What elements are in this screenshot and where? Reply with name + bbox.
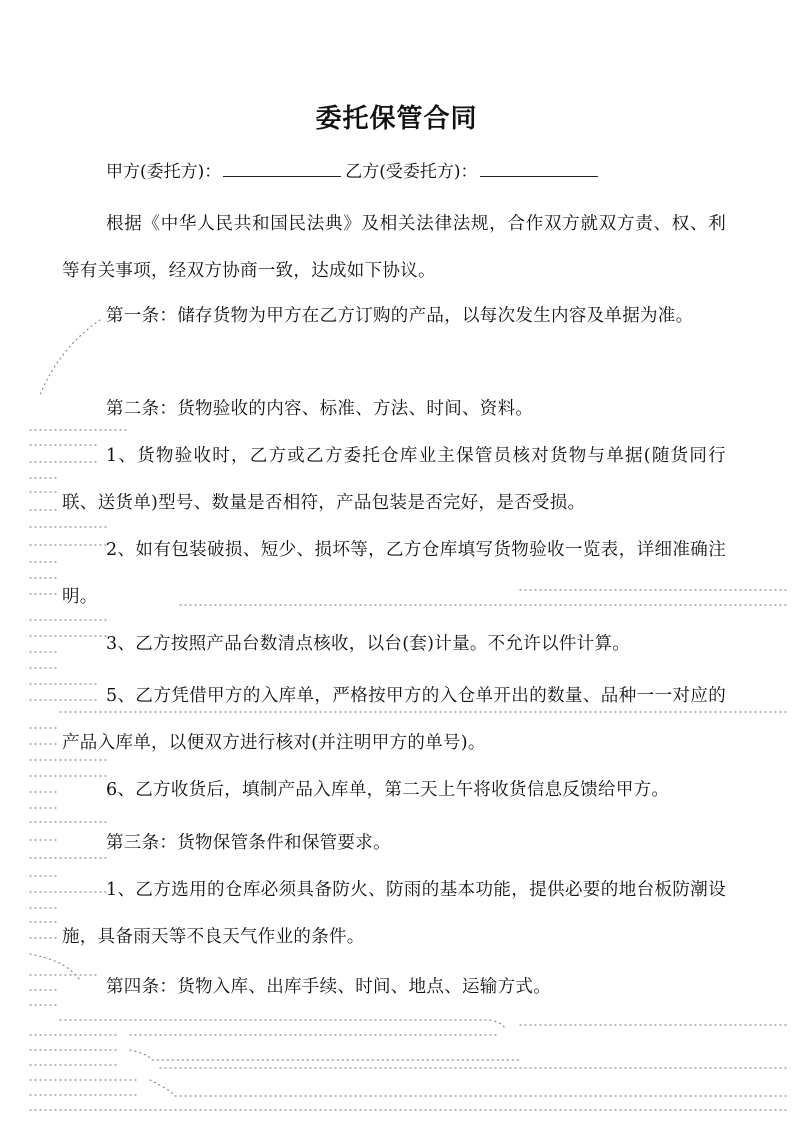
paragraph-article-4: 第四条：货物入库、出库手续、时间、地点、运输方式。 xyxy=(106,977,551,997)
paragraph-preamble: 根据《中华人民共和国民法典》及相关法律法规，合作双方就双方责、权、利等有关事项，经双方协商一致，达成如下协议。 xyxy=(62,214,726,281)
paragraph-item: 1、乙方选用的仓库必须具备防火、防雨的基本功能，提供必要的地台板防潮设施，具备雨天等不良天气作业的条件。 xyxy=(62,880,726,947)
paragraph-item: 6、乙方收货后，填制产品入库单，第二天上午将收货信息反馈给甲方。 xyxy=(106,780,670,800)
paragraph-article-2: 第二条：货物验收的内容、标准、方法、时间、资料。 xyxy=(106,399,534,419)
party-a-label: 甲方(委托方)： xyxy=(106,162,222,182)
party-b-blank xyxy=(480,158,598,177)
paragraph-item: 1、货物验收时，乙方或乙方委托仓库业主保管员核对货物与单据(随货同行联、送货单)型号、数量是否相符，产品包装是否完好，是否受损。 xyxy=(62,446,726,513)
paragraph-article-1: 第一条：储存货物为甲方在乙方订购的产品，以每次发生内容及单据为准。 xyxy=(106,306,694,326)
paragraph-item: 3、乙方按照产品台数清点核收，以台(套)计量。不允许以件计算。 xyxy=(106,634,631,654)
paragraph-article-3: 第三条：货物保管条件和保管要求。 xyxy=(106,833,391,853)
paragraph-item: 2、如有包装破损、短少、损坏等，乙方仓库填写货物验收一览表，详细准确注明。 xyxy=(62,540,726,607)
party-a-blank xyxy=(223,158,341,177)
paragraph-item: 5、乙方凭借甲方的入库单，严格按甲方的入仓单开出的数量、品种一一对应的产品入库单，以便双方进行核对(并注明甲方的单号)。 xyxy=(62,686,726,753)
party-b-label: 乙方(受委托方)： xyxy=(345,162,478,182)
contract-title: 委托保管合同 xyxy=(315,104,478,134)
parties-line xyxy=(106,158,602,184)
